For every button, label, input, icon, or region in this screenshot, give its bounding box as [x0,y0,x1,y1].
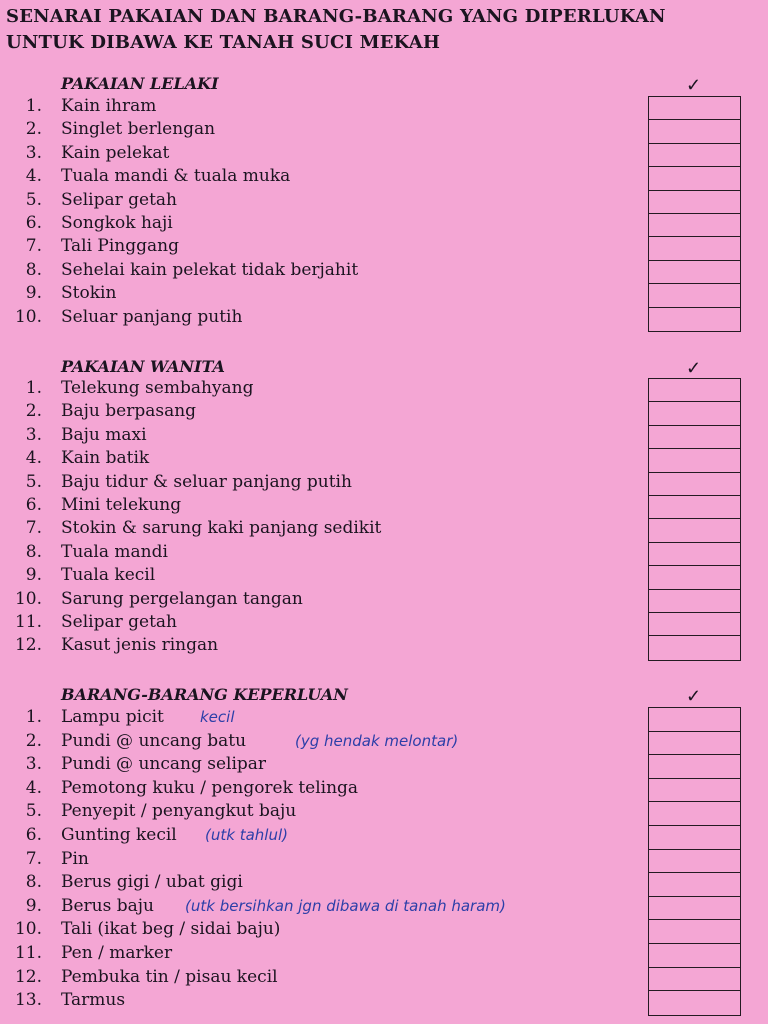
item-number: 9. [25,895,42,916]
list-item [0,895,640,918]
list-item [0,588,640,611]
checkbox[interactable] [649,402,740,425]
list-item [0,753,640,776]
item-number: 7. [25,236,42,257]
checkbox[interactable] [649,590,740,613]
item-number: 1. [25,378,42,398]
list-item [0,189,640,212]
list-item [0,95,640,118]
item-number: 3. [25,142,42,163]
item-number: 11. [14,612,42,632]
item-label: Singlet berlengan [61,119,216,140]
item-label: Tuala mandi [61,541,168,562]
item-label: Lampu picit [61,707,164,727]
tick-mark-icon: ✓ [686,686,702,707]
item-label: Selipar getah [61,189,177,210]
item-label: Baju maxi [61,424,147,445]
item-label: Baju berpasang [61,401,197,422]
checkbox[interactable] [649,449,740,472]
checkbox[interactable] [649,566,740,589]
item-number: 2. [25,119,42,140]
list-item [0,282,640,305]
checkbox[interactable] [649,191,740,214]
title-line-1: SENARAI PAKAIAN DAN BARANG-BARANG YANG DIPERLUKAN [6,6,666,27]
item-label: Telekung sembahyang [61,378,254,398]
item-number: 8. [25,259,42,280]
item-label: Baju tidur & seluar panjang putih [61,471,352,492]
item-number: 6. [25,213,42,233]
item-label: Pembuka tin / pisau kecil [61,966,278,987]
item-label: Gunting kecil [61,825,177,845]
list-item [0,306,640,329]
item-label: Berus gigi / ubat gigi [61,872,243,893]
checkbox[interactable] [649,473,740,496]
checkbox[interactable] [649,379,740,402]
list-item [0,377,640,400]
list-item [0,634,640,657]
section-heading-pakaian-lelaki: PAKAIAN LELAKI [61,74,219,93]
list-item [0,611,640,634]
item-number: 10. [14,588,42,609]
item-label: Pin [61,848,89,869]
item-number: 9. [25,565,42,586]
checkbox[interactable] [649,167,740,190]
item-label: Penyepit / penyangkut baju [61,801,297,822]
item-label: Tuala kecil [61,565,156,586]
item-label: Tarmus [61,990,126,1011]
item-number: 7. [25,848,42,869]
handwritten-note: (utk bersihkan jgn dibawa di tanah haram) [185,896,506,915]
item-label: Songkok haji [61,213,173,233]
item-label: Berus baju [61,895,154,916]
list-item [0,871,640,894]
item-number: 5. [25,801,42,822]
list-item [0,212,640,235]
item-number: 5. [25,189,42,210]
item-label: Stokin [61,283,117,304]
checkbox[interactable] [649,261,740,284]
item-number: 13. [14,990,42,1011]
list-item [0,494,640,517]
item-label: Sehelai kain pelekat tidak berjahit [61,259,359,280]
checkbox[interactable] [649,496,740,519]
list-item [0,541,640,564]
item-label: Pemotong kuku / pengorek telinga [61,777,359,798]
list-item [0,424,640,447]
checkbox[interactable] [649,144,740,167]
checkbox[interactable] [649,897,740,921]
list-item [0,564,640,587]
checkbox[interactable] [649,755,740,779]
list-item [0,942,640,965]
item-number: 1. [25,707,42,727]
item-number: 4. [25,448,42,469]
list-item [0,400,640,423]
item-number: 3. [25,754,42,775]
checkbox[interactable] [649,991,740,1015]
list-item [0,824,640,847]
item-number: 2. [25,401,42,422]
list-item [0,165,640,188]
document-title [6,4,766,56]
checkbox[interactable] [649,237,740,260]
checkbox[interactable] [649,920,740,944]
item-label: Sarung pergelangan tangan [61,588,303,609]
handwritten-note: kecil [200,708,235,726]
item-number: 1. [25,96,42,116]
item-number: 5. [25,471,42,492]
handwritten-note: (utk tahlul) [205,826,288,844]
list-item [0,966,640,989]
tick-mark-icon: ✓ [686,358,702,379]
item-label: Tali Pinggang [61,236,179,257]
item-number: 6. [25,825,42,845]
item-number: 10. [14,306,42,327]
item-number: 2. [25,730,42,751]
checkbox[interactable] [649,968,740,992]
checkbox[interactable] [649,543,740,566]
item-label: Tuala mandi & tuala muka [61,166,291,187]
item-label: Selipar getah [61,612,177,632]
checkbox[interactable] [649,97,740,120]
checkbox[interactable] [649,826,740,850]
title-line-2: UNTUK DIBAWA KE TANAH SUCI MEKAH [6,32,441,53]
checkbox-column-pakaian-wanita [648,378,741,661]
list-item [0,800,640,823]
list-item [0,447,640,470]
checkbox[interactable] [649,426,740,449]
checkbox[interactable] [649,802,740,826]
list-item [0,730,640,753]
item-number: 9. [25,283,42,304]
list-item [0,471,640,494]
list-item [0,118,640,141]
section-heading-barang-barang-keperluan: BARANG-BARANG KEPERLUAN [61,685,348,704]
item-number: 3. [25,424,42,445]
item-label: Tali (ikat beg / sidai baju) [61,919,281,940]
checkbox[interactable] [649,636,740,659]
checkbox-column-pakaian-lelaki [648,96,741,332]
tick-mark-icon: ✓ [686,75,702,96]
handwritten-note: (yg hendak melontar) [295,731,459,750]
checkbox[interactable] [649,944,740,968]
checkbox[interactable] [649,873,740,897]
item-label: Mini telekung [61,495,182,515]
checkbox[interactable] [649,732,740,756]
item-number: 7. [25,518,42,539]
item-label: Seluar panjang putih [61,306,243,327]
list-item [0,706,640,729]
list-item [0,235,640,258]
item-number: 8. [25,541,42,562]
list-item [0,918,640,941]
checkbox[interactable] [649,519,740,542]
item-number: 12. [14,635,42,656]
list-item [0,517,640,540]
item-label: Kain batik [61,448,150,469]
item-label: Pundi @ uncang selipar [61,754,267,775]
item-label: Kain pelekat [61,142,170,163]
checkbox[interactable] [649,308,740,331]
list-item [0,142,640,165]
item-label: Kasut jenis ringan [61,635,219,656]
list-item [0,259,640,282]
checkbox[interactable] [649,708,740,732]
item-label: Pundi @ uncang batu [61,730,247,751]
checkbox[interactable] [649,613,740,636]
item-number: 10. [14,919,42,940]
checkbox[interactable] [649,850,740,874]
section-heading-pakaian-wanita: PAKAIAN WANITA [61,357,225,376]
item-number: 6. [25,495,42,515]
item-number: 12. [14,966,42,987]
item-number: 8. [25,872,42,893]
item-label: Kain ihram [61,96,157,116]
checkbox[interactable] [649,284,740,307]
checkbox[interactable] [649,214,740,237]
item-number: 4. [25,777,42,798]
checkbox[interactable] [649,779,740,803]
item-number: 11. [14,943,42,963]
checkbox[interactable] [649,120,740,143]
list-item [0,848,640,871]
item-label: Stokin & sarung kaki panjang sedikit [61,518,382,539]
checkbox-column-barang-barang-keperluan [648,707,741,1016]
item-label: Pen / marker [61,943,173,963]
list-item [0,989,640,1012]
item-number: 4. [25,166,42,187]
list-item [0,777,640,800]
